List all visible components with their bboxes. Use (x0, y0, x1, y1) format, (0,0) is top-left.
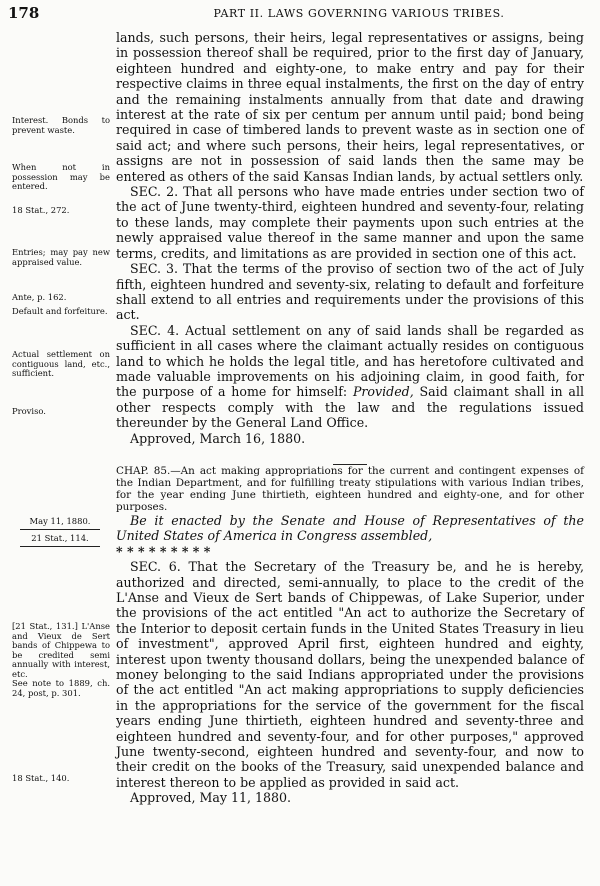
page-header (8, 4, 592, 26)
margin-note: Interest. Bonds to prevent waste. (12, 115, 110, 135)
section-4-text-b: Said claimant shall in all other respects comply with the law and the regulations issued thereunder by the General Land Office. (116, 384, 584, 431)
margin-note: 18 Stat., 272. (12, 205, 70, 215)
margin-note: Actual settlement on contiguous land, etc., sufficient. (12, 349, 110, 379)
approved-date-2: Approved, May 11, 1880. (130, 790, 292, 806)
chapter-heading: CHAP. 85.—An act making appropriations for the current and contingent expenses of the Indian Department, and for fulfilling treaty stipulations with various Indian tribes, for the year ending June thirtieth, eighteen hundred and eighty-one, and for other purposes. (116, 464, 584, 513)
proviso-word: Provided, (352, 384, 414, 400)
approved-date: Approved, March 16, 1880. (130, 430, 306, 446)
margin-note: [21 Stat., 131.] L'Anse and Vieux de Sert bands of Chippewa to be credited semi annually with interest, etc. (12, 621, 110, 679)
page-number: 178 (8, 4, 40, 22)
margin-note: 18 Stat., 140. (12, 773, 70, 783)
act-date-box (12, 516, 108, 550)
running-title: PART II. LAWS GOVERNING VARIOUS TRIBES. (213, 7, 505, 20)
margin-note: See note to 1889, ch. 24, post, p. 301. (12, 678, 110, 698)
section-6: SEC. 6. That the Secretary of the Treasury be, and he is hereby, authorized and directed, semi-annually, to place to the credit of the L'Anse and Vieux de Sert bands of Chippewas, of Lake Superior, under the provisions of the act entitled "An act to authorize the Secretary of the Interior to deposit certain funds in the United States Treasury in lieu of investment", approved April first, eighteen hundred and eighty, interest upon twenty thousand dollars, being the unexpended balance of money belonging to the said Indians appropriated under the provisions of the act entitled "An act making appropriations to supply deficiencies in the appropriations for the service of the government for the fiscal years ending June thirtieth, eighteen hundred and seventy-three and eighteen hundred and seventy-four, and for other purposes," approved June twenty-second, eighteen hundred and seventy-four, and now to their credit on the books of the Treasury, said unexpended balance and interest thereon to be applied as provided in said act. (116, 559, 584, 790)
ellipsis-stars: * * * * * * * * * (116, 543, 211, 559)
section-4-text: SEC. 4. Actual settlement on any of said lands shall be regarded as sufficient in all cases where the claimant actually resides on contiguous land to which he holds the legal title, and has heretofore cultivated and made valuable improvements on his adjoining claim, in good faith, for the purpose of a home for himself: (116, 322, 584, 400)
margin-note: When not in possession may be entered. (12, 162, 110, 192)
section-4 (116, 323, 584, 431)
margin-note: Entries; may pay new appraised value. (12, 247, 110, 267)
section-2: SEC. 2. That all persons who have made entries under section two of the act of June twenty-third, eighteen hundred and seventy-four, relating to these lands, may complete their payments upon such entries at the newly appraised value thereof in the same manner and upon the same terms, credits, and limitations as are provided in section one of this act. (116, 184, 584, 261)
divider (20, 546, 100, 547)
main-text (116, 30, 584, 806)
margin-note: Ante, p. 162. (12, 292, 67, 302)
divider (20, 529, 100, 530)
paragraph: lands, such persons, their heirs, legal representatives or assigns, being in possession thereof shall be required, prior to the first day of January, eighteen hundred and eighty-one, to make entry and pay for their respective claims in three equal instalments, the first on the day of entry and the remaining instalments annually from that date and drawing interest at the rate of six per centum per annum until paid; bond being required in case of timbered lands to prevent waste as in section one of said act; and where such persons, their heirs, legal representatives, or assigns are not in possession of said lands then the same may be entered as others of the said Kansas Indian lands, by actual settlers only. (116, 30, 584, 184)
margin-note: Default and forfeiture. (12, 306, 108, 316)
section-3: SEC. 3. That the terms of the proviso of section two of the act of July fifth, eighteen hundred and seventy-six, relating to default and forfeiture shall extend to all entries and requirements under the provisions of this act. (116, 261, 584, 323)
margin-note: Proviso. (12, 406, 46, 416)
act-date: May 11, 1880. (29, 516, 91, 526)
enacting-clause: Be it enacted by the Senate and House of Representatives of the United States of America in Congress assembled, (116, 512, 584, 544)
act-citation: 21 Stat., 114. (31, 533, 89, 543)
